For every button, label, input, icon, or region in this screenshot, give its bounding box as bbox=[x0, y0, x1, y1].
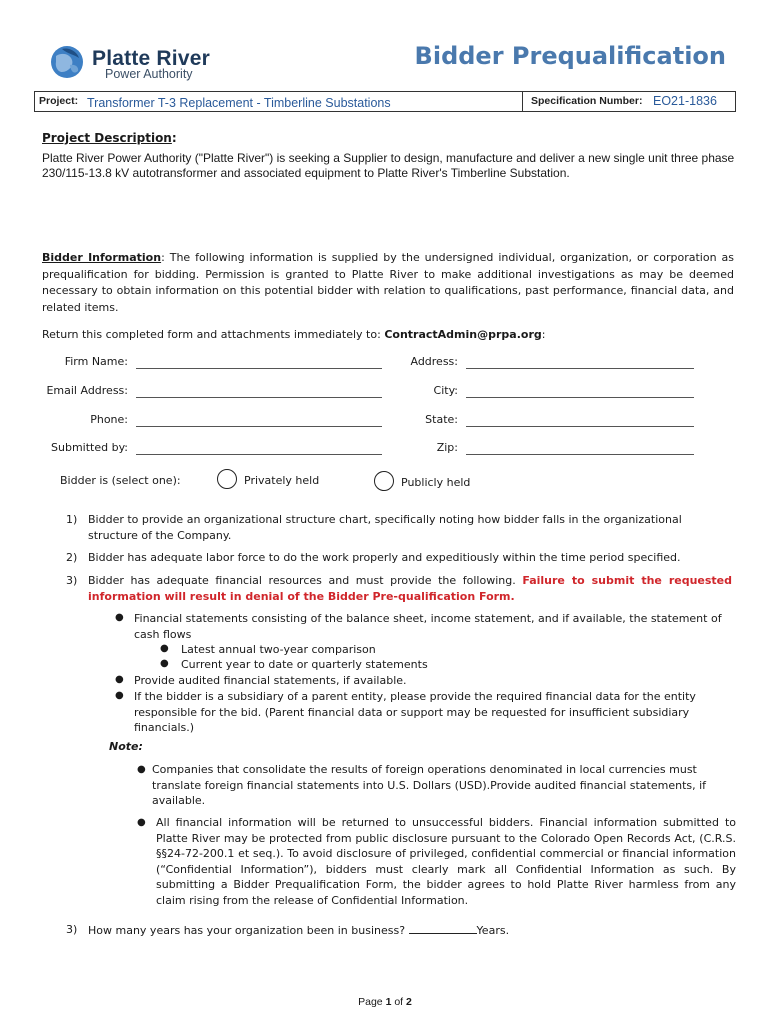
project-description-text: Platte River Power Authority ("Platte River") is seeking a Supplier to design, manufacture and deliver a new single unit three phase 230/115-13.8 kV autotransformer and associated equipment to Platte River's Timberline Substation. bbox=[42, 151, 735, 180]
email-label: Email Address: bbox=[46, 384, 128, 397]
return-instructions bbox=[42, 328, 545, 341]
project-value[interactable]: Transformer T-3 Replacement - Timberline Substations bbox=[87, 96, 391, 110]
failure-warning: Failure to submit the requested information will result in denial of the Bidder Pre-qualification Form. bbox=[88, 574, 733, 603]
years-question-text: How many years has your organization been in business? bbox=[88, 924, 409, 937]
submitted-by-label: Submitted by: bbox=[51, 441, 128, 454]
requirement-3-text bbox=[88, 573, 732, 604]
project-box-divider bbox=[522, 92, 523, 111]
page-footer bbox=[0, 996, 770, 1008]
zip-label: Zip: bbox=[436, 441, 458, 454]
note-item-2: All financial information will be returned to unsuccessful bidders. Financial information submitted to Platte River may be protected from public disclosure pursuant to the Colorado Open Records Act, (C.R.S. §§24-72-200.1 et seq.). To avoid disclosure of privileged, confidential commercial or financial information (“Confidential Information”), bidders must clearly mark all Confidential Information as such. By submitting a Bidder Prequalification Form, the bidder agrees to hold Platte River harmless from any claim rising from the release of Confidential Information. bbox=[156, 816, 736, 907]
financial-item-2: Provide audited financial statements, if available. bbox=[134, 674, 407, 687]
requirement-1-number: 1) bbox=[66, 513, 78, 526]
project-label: Project: bbox=[39, 95, 79, 107]
requirement-2-text: Bidder has adequate labor force to do the work properly and expeditiously within the time period specified. bbox=[88, 551, 681, 564]
platte-river-logo-icon bbox=[50, 45, 84, 79]
bullet-icon: ● bbox=[115, 674, 124, 685]
financial-sub-1: Latest annual two-year comparison bbox=[181, 643, 376, 656]
bullet-icon: ● bbox=[137, 817, 146, 828]
bullet-icon: ● bbox=[115, 690, 124, 701]
total-pages: 2 bbox=[406, 996, 412, 1008]
publicly-held-label: Publicly held bbox=[401, 476, 471, 489]
bullet-icon: ● bbox=[115, 612, 124, 623]
city-field[interactable] bbox=[466, 397, 694, 398]
financial-item-1: Financial statements consisting of the balance sheet, income statement, and if available, the statement of cash flows bbox=[134, 612, 722, 641]
phone-field[interactable] bbox=[136, 426, 382, 427]
project-info-box bbox=[34, 91, 736, 112]
email-field[interactable] bbox=[136, 397, 382, 398]
note-item-1: Companies that consolidate the results of foreign operations denominated in local currencies must translate foreign financial statements into U.S. Dollars (USD).Provide audited financial statements, if available. bbox=[152, 763, 707, 807]
requirement-3-number: 3) bbox=[66, 574, 78, 587]
of-word: of bbox=[394, 996, 404, 1008]
contract-email-link[interactable]: ContractAdmin@prpa.org bbox=[384, 328, 542, 341]
bullet-icon: ● bbox=[160, 643, 169, 654]
publicly-held-radio[interactable] bbox=[374, 471, 394, 491]
financial-item-3: If the bidder is a subsidiary of a parent entity, please provide the required financial data for the entity responsible for the bid. (Parent financial data or support may be requested for insufficient subsidiary financials.) bbox=[134, 690, 696, 734]
document-title: Bidder Prequalification bbox=[414, 42, 726, 70]
project-description-heading-text: Project Description bbox=[42, 131, 172, 145]
bidder-information-heading: Bidder Information bbox=[42, 251, 162, 264]
page-word: Page bbox=[358, 996, 383, 1008]
spec-number-label: Specification Number: bbox=[531, 95, 643, 107]
address-field[interactable] bbox=[466, 368, 694, 369]
heading-colon: : bbox=[171, 131, 177, 145]
firm-name-field[interactable] bbox=[136, 368, 382, 369]
bidder-type-label: Bidder is (select one): bbox=[60, 474, 181, 487]
firm-name-label: Firm Name: bbox=[64, 355, 128, 368]
address-label: Address: bbox=[410, 355, 458, 368]
privately-held-label: Privately held bbox=[244, 474, 320, 487]
bullet-icon: ● bbox=[137, 764, 146, 775]
privately-held-radio[interactable] bbox=[217, 469, 237, 489]
org-name: Platte River bbox=[92, 47, 210, 70]
requirement-3-body: Bidder has adequate financial resources and must provide the following. bbox=[88, 574, 523, 587]
phone-label: Phone: bbox=[90, 413, 128, 426]
city-label: City: bbox=[433, 384, 458, 397]
requirement-1-text: Bidder to provide an organizational structure chart, specifically noting how bidder falls in the organizational structure of the Company. bbox=[88, 513, 682, 542]
submitted-by-field[interactable] bbox=[136, 454, 382, 455]
note-label: Note: bbox=[109, 740, 143, 753]
bidder-information-paragraph bbox=[42, 250, 734, 316]
org-subtitle: Power Authority bbox=[105, 67, 193, 81]
bidder-information-text: : The following information is supplied by the undersigned individual, organization, or corporation as prequalification for bidding. Permission is granted to Platte River to make additional investigations as may be deemed necessary to obtain information on this potential bidder with relation to qualifications, past performance, financial data, and related items. bbox=[42, 251, 734, 314]
state-field[interactable] bbox=[466, 426, 694, 427]
years-suffix: Years. bbox=[476, 924, 510, 937]
financial-sub-2: Current year to date or quarterly statements bbox=[181, 658, 428, 671]
zip-field[interactable] bbox=[466, 454, 694, 455]
spec-number-value[interactable]: EO21-1836 bbox=[653, 94, 717, 108]
requirement-2-number: 2) bbox=[66, 551, 78, 564]
years-field[interactable] bbox=[409, 922, 477, 934]
state-label: State: bbox=[425, 413, 458, 426]
years-question-number: 3) bbox=[66, 923, 78, 936]
return-prefix: Return this completed form and attachments immediately to: bbox=[42, 328, 385, 341]
years-question bbox=[88, 922, 509, 939]
bullet-icon: ● bbox=[160, 658, 169, 669]
return-suffix: : bbox=[541, 328, 546, 341]
project-description-heading bbox=[42, 131, 177, 145]
current-page: 1 bbox=[385, 996, 392, 1008]
